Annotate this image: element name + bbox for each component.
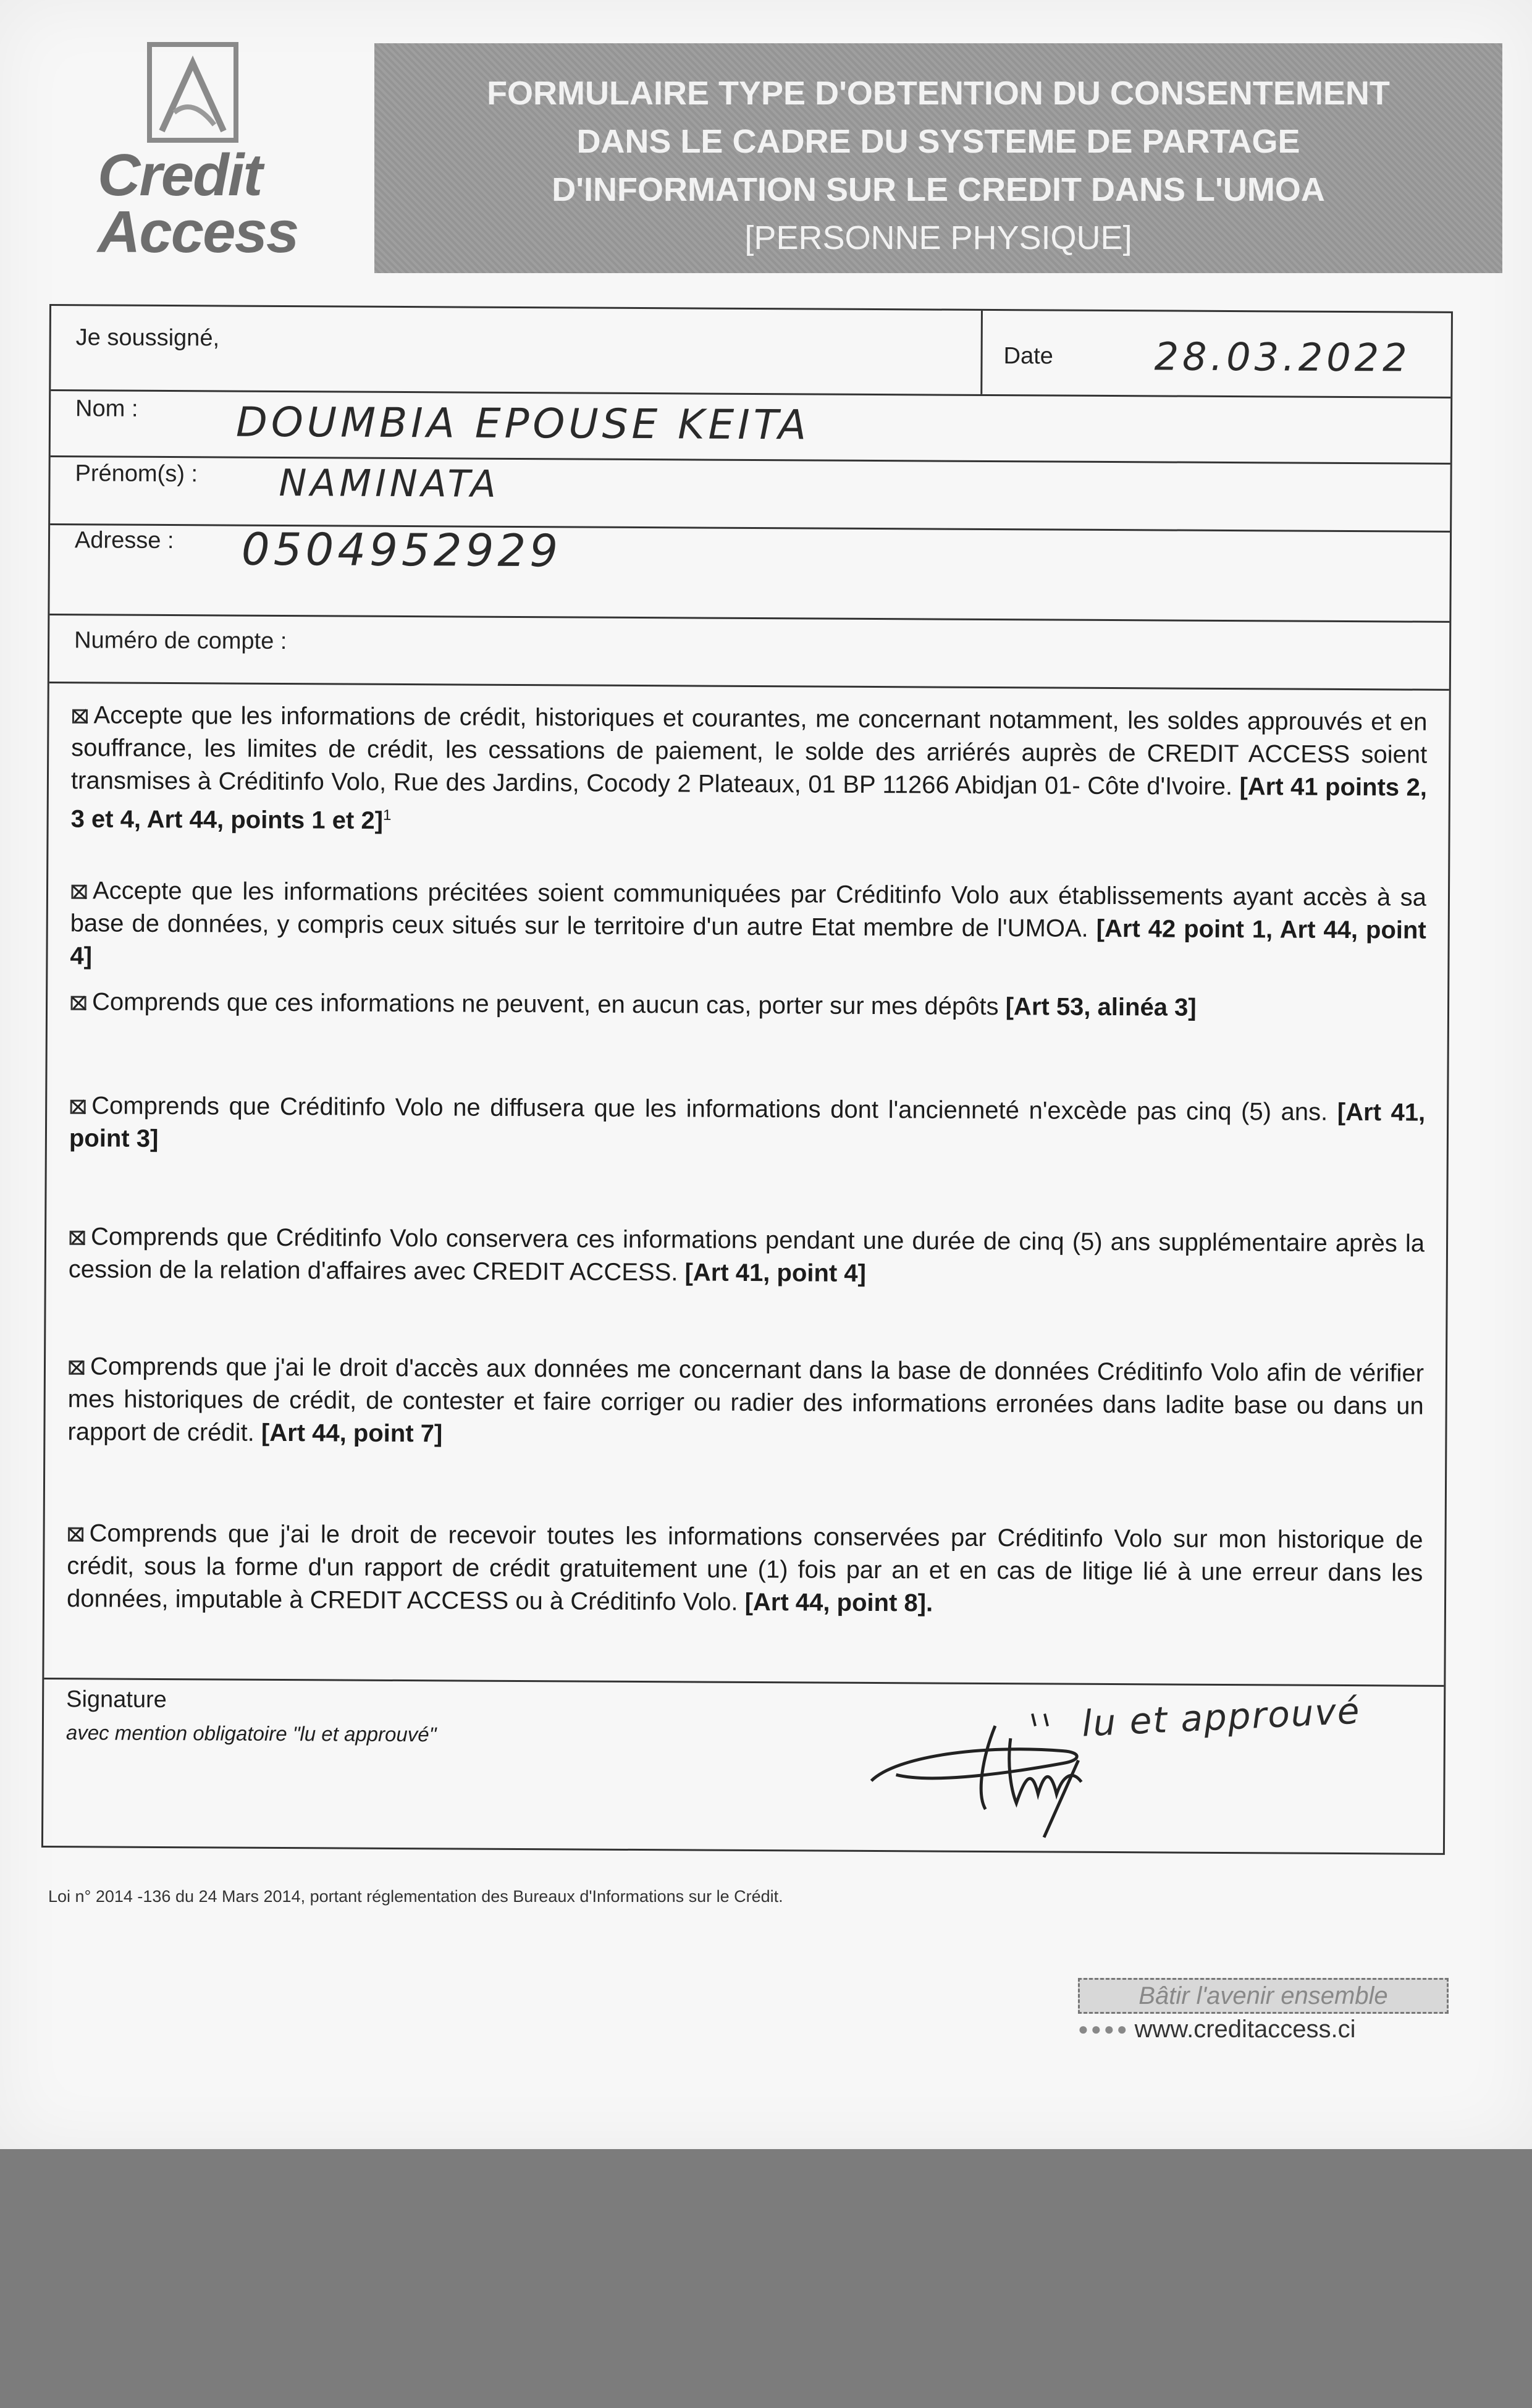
nom-value: DOUMBIA EPOUSE KEITA: [235, 398, 810, 449]
clause-reference: [Art 41, point 3]: [69, 1098, 1426, 1152]
clause-text: Comprends que Créditinfo Volo conservera ces informations pendant une durée de cinq (5) ans supplémentaire après la cession de la relation d'affaires avec CREDIT ACCESS.: [68, 1223, 1425, 1286]
header-banner: [374, 43, 1502, 273]
logo-line-1: Credit: [98, 142, 262, 208]
signature-divider: [44, 1678, 1444, 1687]
row-divider: [49, 682, 1449, 691]
checkbox-checked-icon[interactable]: [67, 1525, 85, 1544]
adresse-value: 0504952929: [241, 523, 562, 577]
clause-reference: [Art 42 point 1, Art 44, point 4]: [70, 915, 1426, 970]
prenom-label: Prénom(s) :: [75, 460, 198, 488]
date-label: Date: [1003, 343, 1053, 370]
row-divider: [51, 455, 1450, 465]
adresse-label: Adresse :: [74, 527, 174, 554]
clause-reference: [Art 44, point 8].: [744, 1588, 933, 1617]
handwritten-mention: lu et approuvé: [1080, 1689, 1362, 1745]
clause-text: Comprends que ces informations ne peuvent, en aucun cas, porter sur mes dépôts: [91, 988, 999, 1021]
clause-text: Comprends que Créditinfo Volo ne diffusera que les informations dont l'ancienneté n'excède pas cinq (5) ans.: [91, 1092, 1328, 1126]
website-row: [1078, 2016, 1356, 2043]
date-value: 28.03.2022: [1154, 334, 1411, 381]
clause-7: [67, 1517, 1423, 1622]
checkbox-checked-icon[interactable]: [71, 707, 90, 725]
banner-line-4: [PERSONNE PHYSIQUE]: [744, 219, 1132, 256]
law-reference: Loi n° 2014 -136 du 24 Mars 2014, portant réglementation des Bureaux d'Informations sur le Crédit.: [48, 1887, 783, 1906]
row-divider: [51, 389, 1450, 399]
checkbox-checked-icon[interactable]: [69, 1228, 87, 1247]
slogan-badge: Bâtir l'avenir ensemble: [1078, 1978, 1449, 2014]
row-divider: [49, 614, 1449, 623]
clause-reference: [Art 41, point 4]: [684, 1259, 867, 1287]
clause-reference: [Art 53, alinéa 3]: [1005, 993, 1197, 1021]
clause-2: [70, 874, 1426, 979]
prenom-value: NAMINATA: [279, 461, 500, 506]
consent-form: [41, 304, 1453, 1855]
footnote-marker: 1: [382, 806, 392, 824]
signature-note: avec mention obligatoire "lu et approuvé": [65, 1721, 437, 1746]
clause-5: [69, 1220, 1425, 1293]
date-divider: [980, 311, 983, 394]
clause-text: Comprends que j'ai le droit d'accès aux données me concernant dans la base de données Créditinfo Volo afin de vérifier mes historiques de crédit, de contester et faire corriger ou radier des informations erronées dans ladite base ou dans un rapport de crédit.: [67, 1353, 1425, 1447]
checkbox-checked-icon[interactable]: [68, 1358, 86, 1377]
social-icons: ●●●●: [1078, 2019, 1130, 2038]
credit-access-logo-icon: [143, 38, 242, 146]
clause-6: [67, 1350, 1424, 1455]
soussigne-label: Je soussigné,: [75, 324, 220, 352]
signature-label: Signature: [66, 1686, 167, 1713]
clause-text: Accepte que les informations de crédit, historiques et courantes, me concernant notamment, les soldes approuvés et en souffrance, les limites de crédit, les cessations de paiement, le solde des arriérés auprès de CREDIT ACCESS soient transmises à Créditinfo Volo, Rue des Jardins, Cocody 2 Plateaux, 01 BP 11266 Abidjan 01- Côte d'Ivoire.: [70, 701, 1428, 801]
checkbox-checked-icon[interactable]: [70, 882, 89, 901]
banner-line-1: FORMULAIRE TYPE D'OBTENTION DU CONSENTEMENT: [487, 75, 1390, 112]
banner-line-3: D'INFORMATION SUR LE CREDIT DANS L'UMOA: [552, 171, 1325, 208]
clause-3: [70, 986, 1426, 1025]
clause-text: Accepte que les informations précitées soient communiquées par Créditinfo Volo aux établissements ayant accès à sa base de données, y compris ceux situés sur le territoire d'un autre Etat membre de l'UMOA.: [70, 877, 1427, 942]
clause-1: [70, 699, 1427, 843]
website-link[interactable]: www.creditaccess.ci: [1134, 2016, 1356, 2043]
compte-label: Numéro de compte :: [74, 627, 287, 655]
clause-reference: [Art 44, point 7]: [261, 1419, 443, 1448]
checkbox-checked-icon[interactable]: [70, 994, 88, 1012]
logo-wordmark: [98, 142, 298, 265]
clause-reference: [Art 41 points 2, 3 et 4, Art 44, points 1 et 2]: [70, 773, 1428, 835]
clause-text: Comprends que j'ai le droit de recevoir toutes les informations conservées par Créditinfo Volo sur mon historique de crédit, sous la forme d'un rapport de crédit gratuitement une (1) fois par an et en cas de litige lié à une erreur dans les données, imputable à CREDIT ACCESS ou à Créditinfo Volo.: [66, 1519, 1423, 1616]
clause-4: [69, 1089, 1426, 1162]
checkbox-checked-icon[interactable]: [69, 1097, 88, 1116]
logo-line-2: Access: [98, 199, 298, 265]
banner-line-2: DANS LE CADRE DU SYSTEME DE PARTAGE: [576, 123, 1300, 160]
nom-label: Nom :: [75, 395, 138, 422]
